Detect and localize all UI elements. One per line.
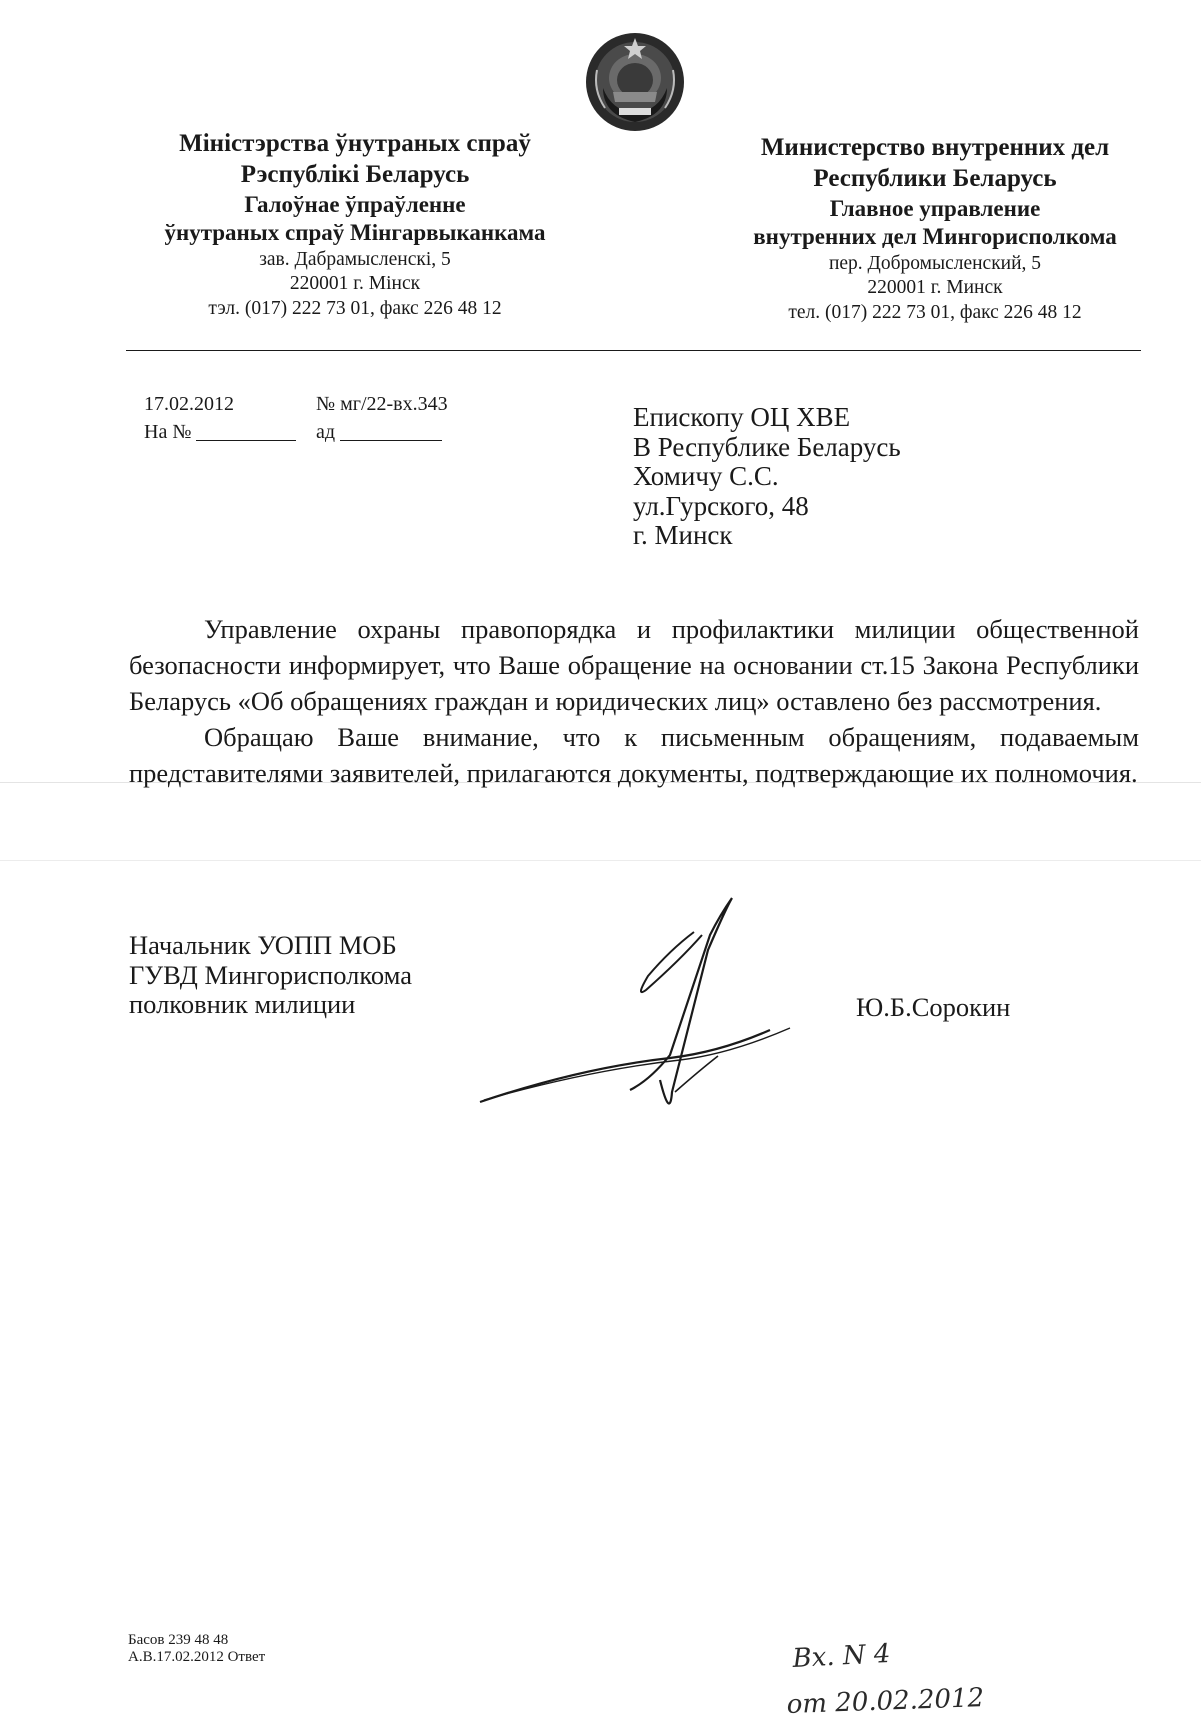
header-by-line2: Рэспублікі Беларусь (240, 161, 470, 189)
addressee-line2: В Республике Беларусь (633, 431, 901, 462)
header-ru-line4: внутренних дел Мингорисполкома (753, 224, 1117, 250)
addressee-block (633, 403, 901, 551)
letter-number: № мг/22-вх.343 (316, 393, 448, 415)
header-ru-phone: тел. (017) 222 73 01, факс 226 48 12 (788, 301, 1082, 323)
body-paragraph-2: Обращаю Ваше внимание, что к письменным обращениям, подаваемым представителями заявителей, прилагаются документы, подтверждающие их полномочия. (129, 722, 1139, 788)
header-by-line3: Галоўнае ўпраўленне (244, 191, 466, 217)
letter-body (129, 611, 1139, 791)
reply-to-label: На № (144, 421, 192, 443)
header-by-line4: ўнутраных спраў Мінгарвыканкама (164, 220, 546, 246)
executor-line2: А.В.17.02.2012 Ответ (128, 1649, 266, 1665)
header-russian (695, 132, 1175, 325)
header-by-line1: Міністэрства ўнутраных спраў (179, 130, 531, 157)
body-paragraph-1: Управление охраны правопорядка и профилактики милиции общественной безопасности информирует, что Ваше обращение на основании ст.15 Закона Республики Беларусь «Об обращениях граждан и юридических лиц» оставлено без рассмотрения. (129, 614, 1139, 716)
signatory-block (129, 931, 412, 1020)
executor-note (128, 1632, 265, 1666)
addressee-line5: г. Минск (633, 520, 733, 550)
svg-text:Вх. N 4: Вх. N 4 (791, 1638, 892, 1674)
signatory-title2: ГУВД Мингорисполкома (129, 959, 412, 990)
header-divider (126, 350, 1141, 351)
header-ru-line3: Главное управление (829, 195, 1041, 221)
header-ru-city: 220001 г. Минск (867, 277, 1003, 299)
header-by-phone: тэл. (017) 222 73 01, факс 226 48 12 (208, 297, 502, 319)
addressee-line1: Епископу ОЦ ХВЕ (633, 402, 851, 432)
letter-date: 17.02.2012 (144, 393, 234, 415)
addressee-line4: ул.Гурского, 48 (633, 490, 809, 521)
header-ru-line1: Министерство внутренних дел (760, 134, 1110, 161)
header-belarusian (115, 128, 595, 321)
svg-text:от 20.02.2012: от 20.02.2012 (786, 1683, 985, 1720)
reply-to-blank (196, 420, 296, 441)
scan-artifact (0, 860, 1201, 861)
header-ru-line2: Республики Беларусь (813, 165, 1057, 193)
reference-block (144, 390, 504, 446)
executor-line1: Басов 239 48 48 (128, 1632, 229, 1648)
header-ru-address: пер. Добромысленский, 5 (828, 253, 1042, 274)
from-label: ад (316, 421, 336, 443)
signature-icon (470, 880, 830, 1130)
signatory-title1: Начальник УОПП МОБ (129, 930, 397, 960)
signatory-title3: полковник милиции (129, 989, 356, 1019)
signatory-name: Ю.Б.Сорокин (856, 992, 1011, 1022)
belarus-coat-of-arms-icon (583, 30, 687, 134)
addressee-line3: Хомичу С.С. (633, 461, 779, 491)
incoming-registration-handwriting (785, 1635, 1045, 1725)
header-by-city: 220001 г. Мінск (289, 273, 421, 295)
header-by-address: зав. Дабрамысленскі, 5 (259, 249, 451, 270)
from-blank (340, 420, 442, 441)
